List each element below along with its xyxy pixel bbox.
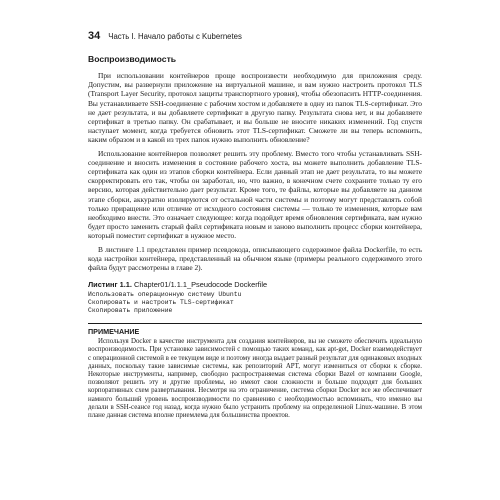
listing-caption bbox=[88, 280, 422, 289]
body-paragraph: Использование контейнеров позволяет решить эту проблему. Вместо того чтобы устанавливать SSH-соединение и вносить изменения в состояние рабочего хоста, вы можете выполнить добавление TLS-сертификата как один из этапов сборки контейнера. Если данный этап не дает результата, то вы можете скорректировать его так, чтобы он заработал, но, что важно, в конечном счете сохраните только ту его версию, которая действительно дает результат. Кроме того, те файлы, которые вы добавляете на данном этапе сборки, аккуратно изолируются от остальной части системы и поэтому могут представлять собой только приращение или отличие от исходного состояния системы — только те изменения, которые вам необходимо внести. Это означает следующее: когда подойдет время обновления сертификата, вам нужно будет просто заменить старый файл сертификата новым и заново выполнить процесс сборки контейнера, который поместит сертификат в нужное место. bbox=[88, 148, 422, 241]
note-box bbox=[88, 323, 422, 420]
body-paragraph: В листинге 1.1 представлен пример псевдокода, описывающего содержимое файла Dockerfile, то есть кода настройки контейнера, представленный на обычном языке (примеры реального содержимого этого файла будут рассмотрены в главе 2). bbox=[88, 244, 422, 273]
listing-label: Листинг 1.1. bbox=[88, 280, 132, 290]
body-paragraph: При использовании контейнеров проще воспроизвести необходимую для приложения среду. Допустим, вы развернули приложение на виртуальной машине, и вам нужно настроить протокол TLS (Transport Layer Security, протокол защиты транспортного уровня), чтобы обезопасить HTTP-соединения. Вы устанавливаете SSH-соединение с рабочим хостом и добавляете в одну из папок TLS-сертификат. Это не дает результата, и вы добавляете сертификат в другую папку. Результата снова нет, и вы добавляете сертификат в третью папку. Он срабатывает, и вы больше не вносите никаких изменений. Год спустя наступает момент, когда требуется обновить этот TLS-сертификат. Сможете ли вы теперь вспомнить, каким образом и в какой из трех папок нужно выполнить обновление? bbox=[88, 71, 422, 145]
code-line: Скопировать и настроить TLS-сертификат bbox=[88, 299, 234, 307]
running-head bbox=[88, 30, 242, 42]
running-title: Часть I. Начало работы с Kubernetes bbox=[108, 32, 242, 41]
code-line: Использовать операционную систему Ubuntu bbox=[88, 291, 242, 299]
code-line: Скопировать приложение bbox=[88, 307, 173, 315]
code-block bbox=[88, 291, 422, 315]
section-title: Воспроизводимость bbox=[88, 54, 177, 64]
note-title: ПРИМЕЧАНИЕ bbox=[88, 327, 140, 337]
note-text: Используя Docker в качестве инструмента для создания контейнеров, вы не сможете обеспечить идеальную воспроизводимость. При установке зависимостей с помощью таких команд, как apt-get, Docker взаимодействует с операционной системой в ее текущем виде и поэтому иногда выдает разный результат для одинаковых входных данных, поскольку такие зависимые системы, как репозиторий APT, могут измениться от сборки к сборке. Некоторые инструменты, например, свободно распространяемая система сборки Bazel от компании Google, позволяют решить эту и другие проблемы, но имеют свои сложности и больше подходят для больших корпоративных схем развертывания. Несмотря на это ограничение, система сборки Docker все же обеспечивает намного больший уровень воспроизводимости по сравнению с необходимостью вспоминать, что именно вы делали в SSH-сеансе год назад, когда нужно было устранить проблему на определенной Linux-машине. В этом плане данная система вполне приемлема для большинства проектов. bbox=[88, 338, 422, 420]
page-content bbox=[88, 54, 422, 420]
listing-path: Chapter01/1.1.1_Pseudocode Dockerfile bbox=[134, 280, 268, 290]
page-number: 34 bbox=[88, 30, 101, 42]
